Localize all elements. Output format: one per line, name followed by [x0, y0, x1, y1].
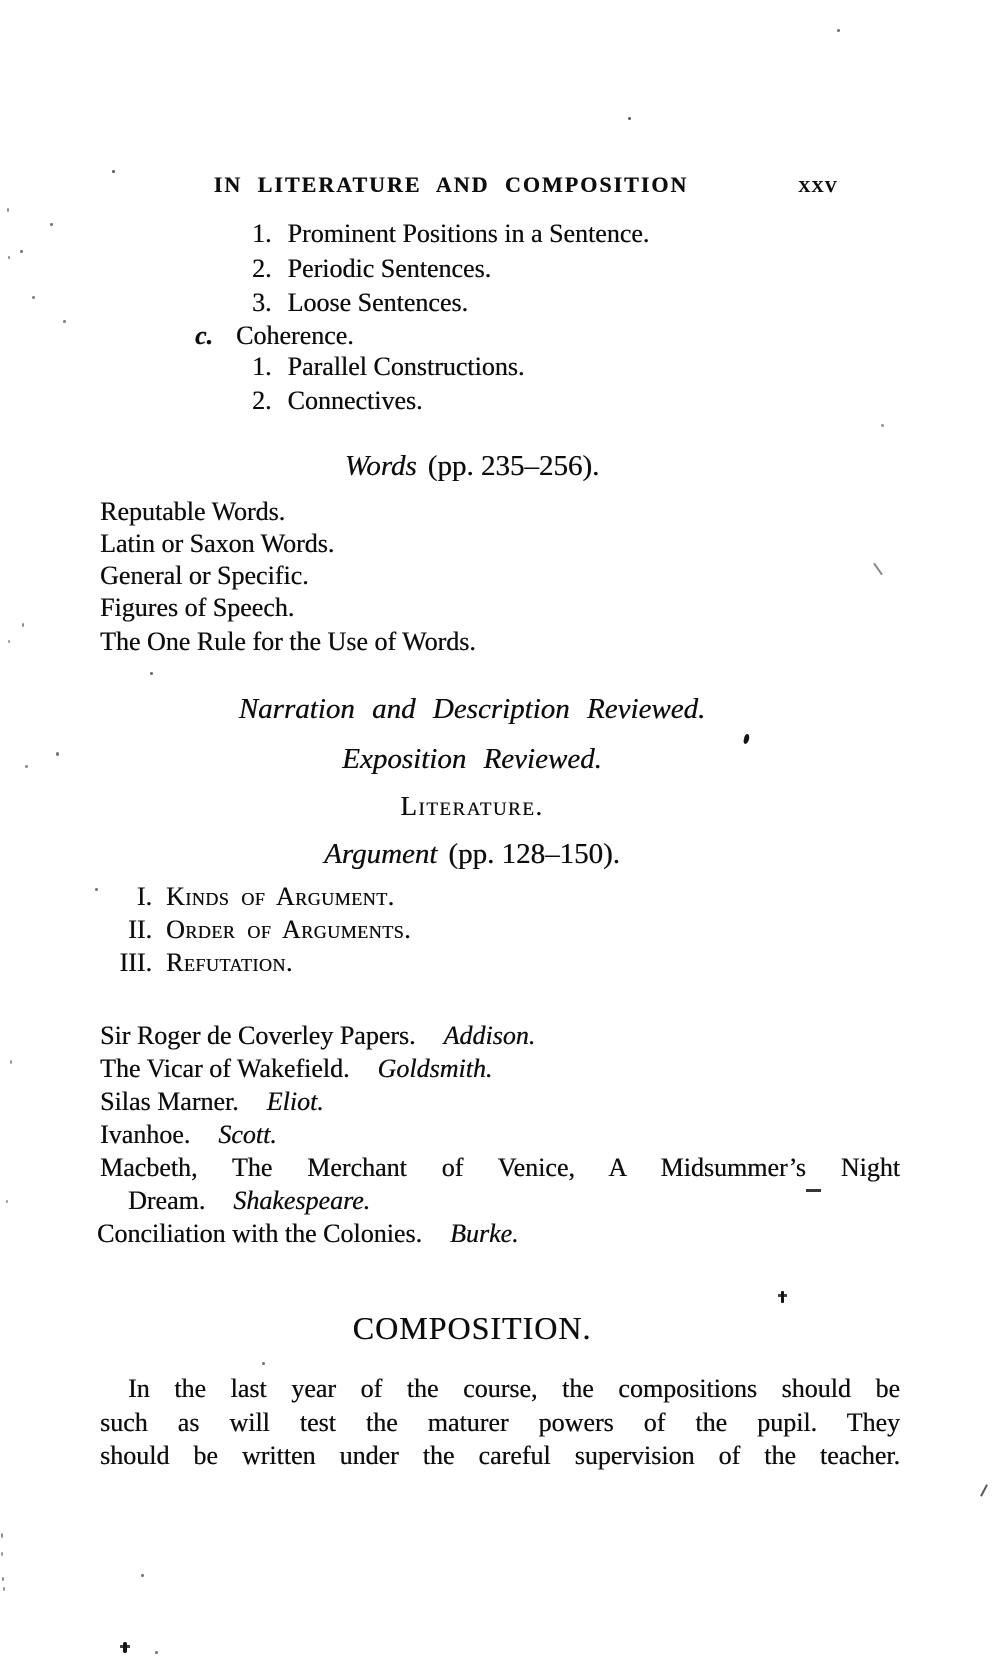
outline-item-number: 3. — [252, 288, 272, 317]
outline-item-number: 2. — [252, 386, 272, 415]
outline-item-text: Periodic Sentences. — [287, 254, 492, 283]
reading-title: Conciliation with the Colonies. — [97, 1219, 422, 1248]
reading-title: Ivanhoe. — [100, 1120, 191, 1149]
review-line: Narration and Description Reviewed. — [238, 693, 706, 725]
composition-paragraph-line: such as will test the maturer powers of the pupil. They — [100, 1408, 900, 1437]
reading-author: Shakespeare. — [233, 1186, 371, 1215]
composition-paragraph-line: should be written under the careful supervision of the teacher. — [100, 1441, 900, 1470]
section-heading-words-pages: (pp. 235–256). — [427, 450, 600, 482]
outline-item-text: Connectives. — [287, 386, 423, 415]
outline-item-number: 2. — [252, 254, 272, 283]
outline-item-text: Loose Sentences. — [287, 288, 469, 317]
reading-title: The Vicar of Wakefield. — [100, 1054, 350, 1083]
reading-title: Macbeth, The Merchant of Venice, A Midsummer’s Night — [100, 1153, 900, 1182]
argument-item-numeral: III. — [119, 948, 152, 977]
composition-paragraph-line: In the last year of the course, the compositions should be — [128, 1374, 900, 1403]
reading-title: Silas Marner. — [100, 1087, 239, 1116]
composition-heading: COMPOSITION. — [352, 1310, 592, 1346]
section-heading-argument-pages: (pp. 128–150). — [448, 838, 620, 870]
outline-item — [252, 386, 423, 416]
running-head — [0, 172, 902, 197]
words-list-item: The One Rule for the Use of Words. — [100, 627, 476, 656]
running-head-title: IN LITERATURE AND COMPOSITION — [213, 172, 689, 197]
page-number: xxv — [798, 172, 838, 198]
outline-item-text: Parallel Constructions. — [287, 352, 525, 381]
reading-author: Addison. — [443, 1021, 536, 1050]
argument-item-numeral: II. — [128, 915, 152, 944]
words-list-item: General or Specific. — [100, 561, 309, 590]
reading-line — [100, 1153, 900, 1183]
section-heading-argument — [100, 838, 844, 871]
argument-item — [100, 915, 411, 945]
argument-item — [100, 948, 293, 978]
reading-author: Scott. — [218, 1120, 277, 1149]
outline-item — [195, 321, 354, 351]
reading-title: Dream. — [128, 1186, 206, 1215]
outline-item — [252, 254, 491, 284]
argument-item-numeral: I. — [136, 882, 152, 911]
reading-title: Sir Roger de Coverley Papers. — [100, 1021, 416, 1050]
review-line: Exposition Reviewed. — [342, 743, 602, 775]
outline-item-text: Prominent Positions in a Sentence. — [287, 219, 650, 248]
section-heading-argument-title: Argument — [324, 838, 438, 870]
literature-heading: Literature. — [400, 791, 544, 821]
outline-item-number: 1. — [252, 352, 272, 381]
reading-author: Eliot. — [266, 1087, 324, 1116]
argument-item-text: Order of Arguments. — [166, 915, 412, 944]
argument-item — [100, 882, 395, 912]
argument-item-text: Kinds of Argument. — [166, 882, 395, 911]
outline-item — [252, 288, 468, 318]
section-heading-words — [100, 450, 844, 483]
reading-author: Burke. — [449, 1219, 519, 1248]
reading-line — [97, 1219, 519, 1249]
reading-line — [100, 1120, 277, 1150]
reading-line — [100, 1087, 324, 1117]
outline-item-letter: c. — [195, 321, 214, 350]
outline-item-text: Coherence. — [236, 321, 354, 350]
argument-item-text: Refutation. — [166, 948, 293, 977]
reading-author: Goldsmith. — [377, 1054, 493, 1083]
outline-item-number: 1. — [252, 219, 272, 248]
words-list-item: Figures of Speech. — [100, 593, 295, 622]
reading-line — [100, 1021, 535, 1051]
words-list-item: Reputable Words. — [100, 497, 286, 526]
outline-item — [252, 352, 524, 382]
section-heading-words-title: Words — [344, 450, 417, 482]
words-list-item: Latin or Saxon Words. — [100, 529, 335, 558]
reading-line — [128, 1186, 370, 1216]
reading-line — [100, 1054, 492, 1084]
outline-item — [252, 219, 649, 249]
